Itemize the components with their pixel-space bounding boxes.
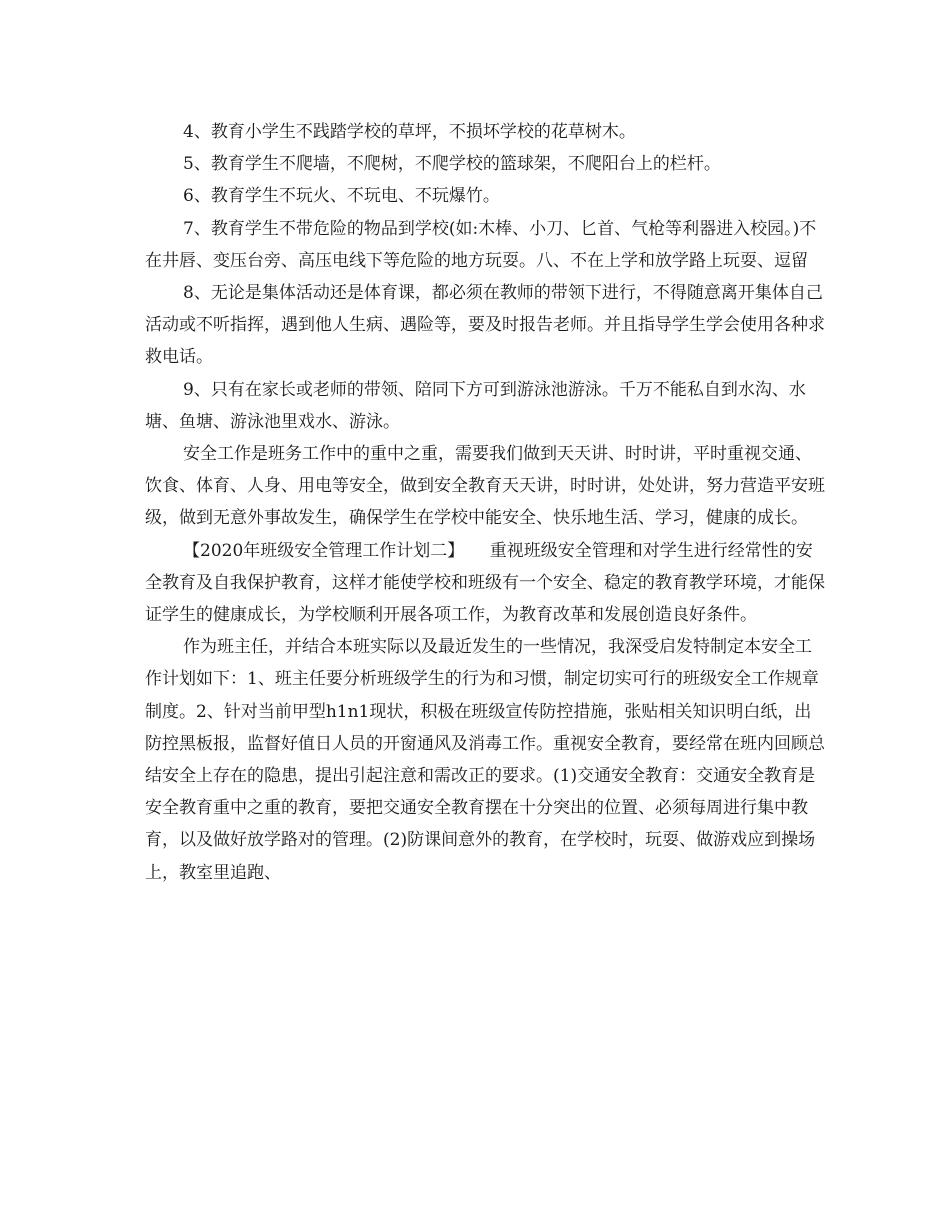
paragraph-plan-two: 【2020年班级安全管理工作计划二】 重视班级安全管理和对学生进行经常性的安全教育及自我保护教育，这样才能使学校和班级有一个安全、稳定的教育教学环境，才能保证学生的健康成长，为学校顺利开展各项工作，为教育改革和发展创造良好条件。: [145, 540, 825, 626]
document-body: [145, 116, 825, 889]
paragraph-item-9: 9、只有在家长或老师的带领、陪同下方可到游泳池游泳。千万不能私自到水沟、水塘、鱼塘、游泳池里戏水、游泳。: [145, 379, 806, 432]
paragraph-item-7: 7、教育学生不带危险的物品到学校(如:木棒、小刀、匕首、气枪等利器进入校园。)不在井唇、变压台旁、高压电线下等危险的地方玩耍。八、不在上学和放学路上玩耍、逗留: [145, 218, 817, 271]
paragraph-safety-summary: 安全工作是班务工作中的重中之重，需要我们做到天天讲、时时讲，平时重视交通、饮食、体育、人身、用电等安全，做到安全教育天天讲，时时讲，处处讲，努力营造平安班级，做到无意外事故发生，确保学生在学校中能安全、快乐地生活、学习，健康的成长。: [145, 444, 825, 529]
paragraph-item-5: 5、教育学生不爬墙，不爬树，不爬学校的篮球架，不爬阳台上的栏杆。: [183, 154, 721, 175]
paragraph-item-8: 8、无论是集体活动还是体育课，都必须在教师的带领下进行，不得随意离开集体自己活动或不听指挥，遇到他人生病、遇险等，要及时报告老师。并且指导学生学会使用各种求救电话。: [145, 283, 825, 368]
paragraph-item-6: 6、教育学生不玩火、不玩电、不玩爆竹。: [183, 186, 500, 207]
paragraph-head-teacher-plan: 作为班主任，并结合本班实际以及最近发生的一些情况，我深受启发特制定本安全工作计划如下：1、班主任要分析班级学生的行为和习惯，制定切实可行的班级安全工作规章制度。2、针对当前甲型h1n1现状，积极在班级宣传防控措施，张贴相关知识明白纸，出防控黑板报，监督好值日人员的开窗通风及消毒工作。重视安全教育，要经常在班内回顾总结安全上存在的隐患，提出引起注意和需改正的要求。(1)交通安全教育：交通安全教育是安全教育重中之重的教育，要把交通安全教育摆在十分突出的位置、必须每周进行集中教育，以及做好放学路对的管理。(2)防课间意外的教育，在学校时，玩耍、做游戏应到操场上，教室里追跑、: [145, 637, 825, 883]
paragraph-item-4: 4、教育小学生不践踏学校的草坪，不损坏学校的花草树木。: [183, 122, 636, 142]
